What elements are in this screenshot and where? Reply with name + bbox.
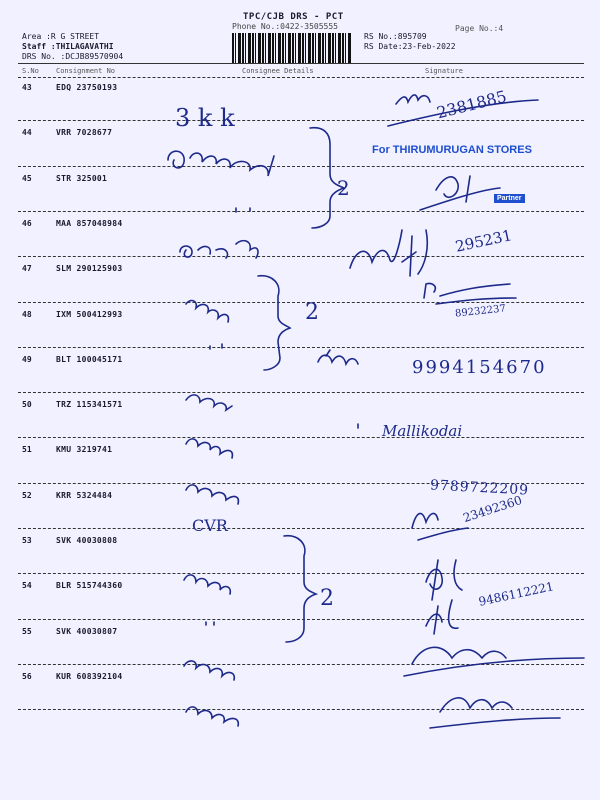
row-sno: 51: [22, 445, 32, 455]
row-consignment-no: EDQ 23750193: [56, 83, 118, 92]
handwritten-cvr: CVR: [192, 516, 228, 535]
row-consignment-no: SVK 40030808: [56, 536, 118, 545]
scribble-tamil-50: [186, 395, 232, 410]
handwritten-phone: 23492360: [461, 492, 524, 526]
handwritten-count: 2: [320, 586, 334, 611]
handwritten-sk: 3 k k: [175, 104, 235, 132]
stamp-partner-label: Partner: [494, 194, 525, 203]
bracket: [310, 128, 344, 228]
row-consignment-no: TRZ 115341571: [56, 400, 123, 410]
row-sno: 46: [22, 218, 32, 228]
row-consignment-no: KMU 3219741: [56, 445, 113, 455]
row-consignment-no: IXM 500412993: [56, 309, 123, 319]
column-header-sno: S.No: [22, 67, 39, 75]
rs-date-field: RS Date:23-Feb-2022: [364, 42, 456, 51]
handwritten-phone: 9486112221: [477, 579, 555, 609]
handwritten-name: Mallikodai: [382, 422, 463, 440]
row-sno: 44: [22, 128, 32, 138]
scribble-tamil-49: [318, 350, 358, 364]
signature-55: [404, 647, 584, 676]
signature-46: [350, 230, 427, 276]
drs-number-field: DRS No. :DCJB89570904: [22, 52, 124, 61]
area-field: Area :R G STREET: [22, 32, 100, 41]
scribble-tamil-55: [184, 661, 234, 680]
row-sno: 49: [22, 354, 32, 364]
scribble-tamil-53: [184, 575, 230, 594]
signature-48: [424, 283, 516, 304]
signature-45: [420, 176, 500, 210]
row-consignment-no: SLM 290125903: [56, 264, 123, 274]
row-sno: 56: [22, 671, 32, 681]
row-sno: 52: [22, 490, 32, 500]
scribble-tamil-56: [186, 707, 238, 726]
row-consignment-no: KUR 608392104: [56, 671, 123, 681]
rs-number-field: RS No.:895709: [364, 32, 427, 41]
row-consignment-no: STR 325001: [56, 173, 108, 183]
signature-43: [388, 95, 538, 126]
scribble-tamil-51: [186, 485, 238, 504]
scribble-tamil-44: [168, 151, 274, 176]
handwritten-count: 2: [305, 300, 319, 325]
handwritten-count: 2: [337, 176, 350, 200]
row-sno: 48: [22, 309, 32, 319]
row-consignment-no: SVK 40030807: [56, 626, 118, 636]
bracket: [258, 276, 290, 370]
signature-52: [412, 513, 468, 540]
row-consignment-no: KRR 5324484: [56, 490, 113, 500]
handwritten-number: 295231: [453, 226, 514, 256]
row-sno: 54: [22, 581, 32, 591]
row-sno: 43: [22, 83, 32, 92]
row-sno: 45: [22, 173, 32, 183]
row-consignment-no: MAA 857048984: [56, 218, 123, 228]
row-sno: 50: [22, 400, 32, 410]
row-consignment-no: BLR 515744360: [56, 581, 123, 591]
row-sno: 55: [22, 626, 32, 636]
document-title: TPC/CJB DRS - PCT: [243, 12, 344, 22]
signature-54: [426, 600, 458, 634]
phone-number: Phone No.:0422-3505555: [232, 22, 338, 31]
row-sno: 53: [22, 536, 32, 545]
page-number: Page No.:4: [455, 24, 504, 33]
scribble-tamil-46: [180, 241, 258, 258]
column-header-signature: Signature: [425, 67, 463, 75]
column-header-consignee: Consignee Details: [242, 67, 314, 75]
staff-field: Staff :THILAGAVATHI: [22, 42, 114, 51]
handwritten-number: 2381885: [434, 86, 509, 123]
signature-56: [430, 698, 560, 728]
row-consignment-no: VRR 7028677: [56, 128, 113, 138]
row-sno: 47: [22, 264, 32, 274]
scribble-tamil-47: [186, 301, 228, 322]
ink-dot: [206, 208, 358, 625]
column-header-consignment: Consignment No: [56, 67, 116, 75]
store-stamp: For THIRUMURUGAN STORES: [372, 144, 532, 156]
scribble-tamil-50b: [186, 439, 232, 458]
handwritten-phone: 9789722209: [429, 477, 530, 499]
row-consignment-no: BLT 100045171: [56, 354, 123, 364]
bracket: [284, 536, 316, 642]
handwritten-phone: 9994154670: [412, 357, 547, 378]
signature-53: [426, 560, 462, 600]
handwritten-number: 89232237: [454, 303, 507, 320]
